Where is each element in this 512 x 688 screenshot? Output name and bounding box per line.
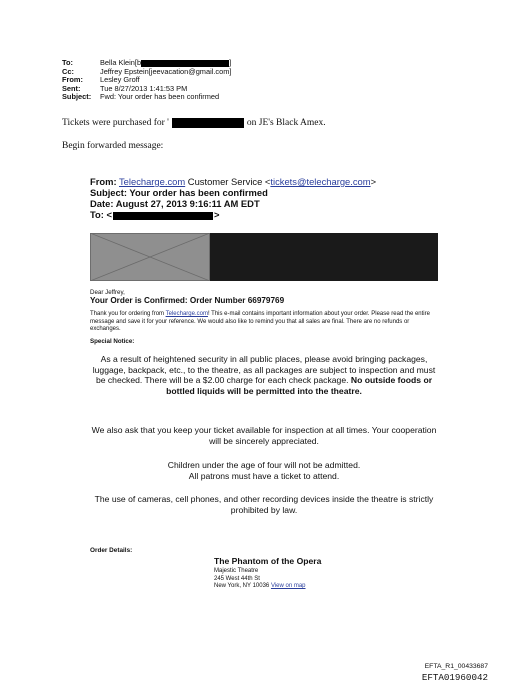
header-subject-row [62,93,231,102]
redaction-bar [113,212,213,220]
view-on-map-link[interactable]: View on map [270,583,306,589]
broken-image-placeholder [90,233,210,281]
venue-street: 245 West 44th St [214,575,260,582]
special-notice-heading: Special Notice: [90,338,135,345]
cc-value: Jeffrey Epstein[jeevacation@gmail.com] [100,66,232,76]
order-confirmed-heading: Your Order is Confirmed: Order Number 66979769 [90,296,285,305]
recording-notice: The use of cameras, cell phones, and other recording devices inside the theatre is strictly prohibited by law. [94,494,434,515]
header-cc-row [62,68,231,77]
redaction-bar [141,60,229,67]
forwarded-date: Date: August 27, 2013 9:16:11 AM EDT [90,198,260,209]
children-notice: Children under the age of four will not be admitted. All patrons must have a ticket to attend. [167,460,361,481]
order-details-label: Order Details: [90,547,133,554]
sent-value: Tue 8/27/2013 1:41:53 PM [100,83,188,93]
image-placeholder-icon [90,233,210,281]
forwarded-subject: Subject: Your order has been confirmed [90,187,268,198]
greeting: Dear Jeffrey, [90,289,125,296]
from-value: Lesley Groff [100,75,140,85]
security-notice: As a result of heightened security in all public places, please avoid bringing packages, luggage, backpack, etc., to the theatre, as all packages are subject to inspection and must be checked. There will be a $2.00 charge for each check package. No outside foods or bottled liquids will be permitted into the theatre. [92,354,436,396]
forwarded-from: From: Telecharge.com Customer Service <tickets@telecharge.com> [90,176,377,187]
venue-city: New York, NY 10036 View on map [214,583,306,589]
sent-label: Sent: [62,83,81,93]
show-title: The Phantom of the Opera [214,556,322,566]
tickets-email-link[interactable]: tickets@telecharge.com [270,176,371,187]
purchase-note: Tickets were purchased for ' on JE's Black Amex. [62,118,326,129]
to-label: To: [62,58,73,67]
begin-forwarded: Begin forwarded message: [62,141,164,151]
cc-label: Cc: [62,66,74,76]
telecharge-link[interactable]: Telecharge.com [165,311,208,317]
redaction-bar [172,118,244,128]
telecharge-link[interactable]: Telecharge.com [119,176,186,187]
to-value: Bella Klein[b ] [100,58,232,67]
from-label: From: [62,75,83,85]
thanks-paragraph: Thank you for ordering from Telecharge.com! This e-mail contains important information about your order. Please read the entire message and save it for your reference. We would also like to remind you that all sales are final. There are no refunds or exchanges. [90,311,430,333]
forwarded-to: To: < > [90,209,220,220]
subject-value: Fwd: Your order has been confirmed [100,92,220,102]
email-header [62,59,231,102]
efta-reference-large: EFTA01960042 [421,672,488,683]
ticket-notice: We also ask that you keep your ticket available for inspection at all times. Your cooperation will be sincerely appreciated. [91,425,437,446]
subject-label: Subject: [62,92,92,102]
venue-name: Majestic Theatre [214,568,259,574]
venue-address [214,568,306,591]
efta-reference-small: EFTA_R1_00433687 [424,663,488,670]
